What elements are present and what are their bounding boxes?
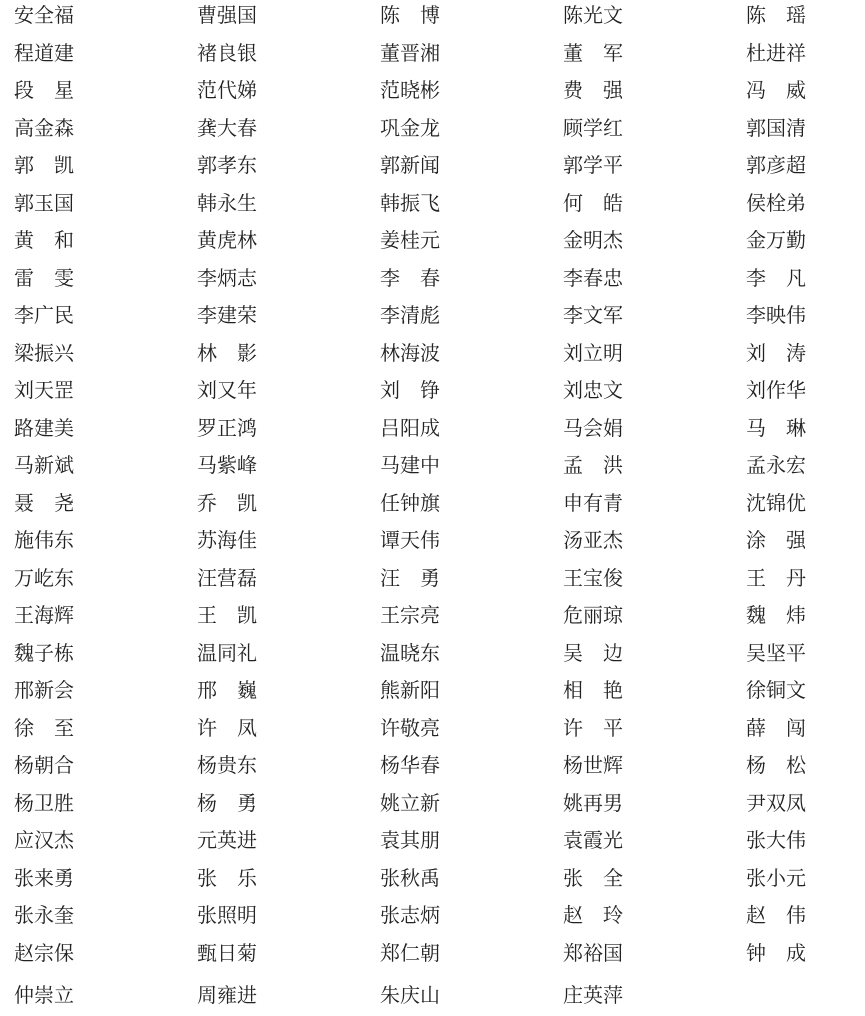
name-cell: 李建荣 — [197, 303, 257, 327]
name-cell: 李映伟 — [746, 303, 806, 327]
name-cell: 李文军 — [563, 303, 623, 327]
name-cell: 刘又年 — [197, 378, 257, 402]
name-cell: 汤亚杰 — [563, 528, 623, 552]
name-cell: 姜桂元 — [380, 228, 440, 252]
name-row — [0, 600, 865, 630]
name-cell: 吕阳成 — [380, 415, 440, 440]
name-cell: 陈 博 — [380, 3, 440, 27]
name-cell: 褚良银 — [197, 40, 257, 65]
name-row — [0, 150, 865, 180]
name-cell: 郑仁朝 — [380, 940, 440, 965]
name-cell: 马紫峰 — [197, 453, 257, 477]
name-cell: 温同礼 — [197, 640, 257, 665]
name-cell: 赵宗保 — [14, 940, 74, 965]
name-cell: 李广民 — [14, 303, 74, 327]
name-cell: 汪 勇 — [380, 565, 440, 590]
name-cell: 刘作华 — [746, 378, 806, 402]
name-cell: 姚立新 — [380, 790, 440, 815]
name-cell: 张来勇 — [14, 865, 74, 890]
name-cell: 龚大春 — [197, 115, 257, 140]
name-row — [0, 0, 865, 30]
name-cell: 王海辉 — [14, 603, 74, 627]
name-cell: 谭天伟 — [380, 528, 440, 552]
name-row — [0, 225, 865, 255]
name-cell: 李 凡 — [746, 265, 806, 290]
name-cell: 张志炳 — [380, 903, 440, 927]
name-cell: 涂 强 — [746, 528, 806, 552]
name-cell: 程道建 — [14, 40, 74, 65]
name-cell: 费 强 — [563, 78, 623, 102]
name-cell: 郭彦超 — [746, 153, 806, 177]
name-cell: 仲崇立 — [14, 983, 74, 1007]
name-cell: 李清彪 — [380, 303, 440, 327]
name-cell: 董晋湘 — [380, 40, 440, 65]
name-cell: 巩金龙 — [380, 115, 440, 140]
name-cell: 韩永生 — [197, 190, 257, 215]
name-row — [0, 113, 865, 143]
name-cell: 王宗亮 — [380, 603, 440, 627]
name-cell: 姚再男 — [563, 790, 623, 815]
name-cell: 杨华春 — [380, 753, 440, 777]
name-cell: 张永奎 — [14, 903, 74, 927]
name-cell: 尹双凤 — [746, 790, 806, 815]
name-cell: 许 平 — [563, 715, 623, 740]
name-cell: 段 星 — [14, 78, 74, 102]
name-cell: 施伟东 — [14, 528, 74, 552]
name-cell: 高金森 — [14, 115, 74, 140]
name-cell: 林海波 — [380, 340, 440, 365]
name-cell: 杨 松 — [746, 753, 806, 777]
name-cell: 袁其朋 — [380, 828, 440, 852]
name-cell: 杨世辉 — [563, 753, 623, 777]
name-cell: 林 影 — [197, 340, 257, 365]
name-cell: 应汉杰 — [14, 828, 74, 852]
name-cell: 吴 边 — [563, 640, 623, 665]
name-cell: 相 艳 — [563, 678, 623, 702]
name-cell: 杜进祥 — [746, 40, 806, 65]
name-cell: 庄英萍 — [563, 983, 623, 1007]
name-row — [0, 413, 865, 443]
name-cell: 范代娣 — [197, 78, 257, 102]
name-cell: 马 琳 — [746, 415, 806, 440]
name-cell: 金万勤 — [746, 228, 806, 252]
name-cell: 李 春 — [380, 265, 440, 290]
name-cell: 徐铜文 — [746, 678, 806, 702]
name-cell: 侯栓弟 — [746, 190, 806, 215]
name-cell: 黄 和 — [14, 228, 74, 252]
name-cell: 孟永宏 — [746, 453, 806, 477]
name-cell: 钟 成 — [746, 940, 806, 965]
name-cell: 杨朝合 — [14, 753, 74, 777]
name-cell: 刘 铮 — [380, 378, 440, 402]
name-row — [0, 675, 865, 705]
name-cell: 刘天罡 — [14, 378, 74, 402]
name-cell: 沈锦优 — [746, 490, 806, 515]
name-row — [0, 338, 865, 368]
name-cell: 冯 威 — [746, 78, 806, 102]
name-row — [0, 750, 865, 780]
name-cell: 任钟旗 — [380, 490, 440, 515]
name-cell: 元英进 — [197, 828, 257, 852]
name-cell: 范晓彬 — [380, 78, 440, 102]
name-cell: 温晓东 — [380, 640, 440, 665]
name-row — [0, 938, 865, 968]
name-cell: 何 皓 — [563, 190, 623, 215]
name-cell: 赵 玲 — [563, 903, 623, 927]
name-cell: 吴坚平 — [746, 640, 806, 665]
name-cell: 薛 闯 — [746, 715, 806, 740]
name-row — [0, 980, 865, 1010]
name-cell: 马建中 — [380, 453, 440, 477]
name-cell: 孟 洪 — [563, 453, 623, 477]
name-cell: 张小元 — [746, 865, 806, 890]
name-cell: 马会娟 — [563, 415, 623, 440]
name-cell: 汪营磊 — [197, 565, 257, 590]
name-cell: 安全福 — [14, 3, 74, 27]
name-cell: 李春忠 — [563, 265, 623, 290]
name-cell: 雷 雯 — [14, 265, 74, 290]
name-cell: 王 凯 — [197, 603, 257, 627]
name-cell: 董 军 — [563, 40, 623, 65]
name-cell: 熊新阳 — [380, 678, 440, 702]
name-cell: 黄虎林 — [197, 228, 257, 252]
name-cell: 路建美 — [14, 415, 74, 440]
name-cell: 郑裕国 — [563, 940, 623, 965]
name-cell: 邢新会 — [14, 678, 74, 702]
name-cell: 杨卫胜 — [14, 790, 74, 815]
name-cell: 郭孝东 — [197, 153, 257, 177]
name-row — [0, 638, 865, 668]
name-cell: 郭国清 — [746, 115, 806, 140]
name-cell: 郭学平 — [563, 153, 623, 177]
name-cell: 万屹东 — [14, 565, 74, 590]
name-row — [0, 563, 865, 593]
name-cell: 韩振飞 — [380, 190, 440, 215]
name-cell: 危丽琼 — [563, 603, 623, 627]
name-cell: 罗正鸿 — [197, 415, 257, 440]
name-cell: 聂 尧 — [14, 490, 74, 515]
name-cell: 许敬亮 — [380, 715, 440, 740]
name-row — [0, 75, 865, 105]
name-cell: 刘立明 — [563, 340, 623, 365]
name-cell: 魏子栋 — [14, 640, 74, 665]
name-cell: 苏海佳 — [197, 528, 257, 552]
name-row — [0, 188, 865, 218]
name-cell: 郭 凯 — [14, 153, 74, 177]
name-cell: 许 凤 — [197, 715, 257, 740]
name-row — [0, 38, 865, 68]
name-row — [0, 863, 865, 893]
name-cell: 张照明 — [197, 903, 257, 927]
name-row — [0, 825, 865, 855]
name-cell: 郭新闻 — [380, 153, 440, 177]
name-cell: 徐 至 — [14, 715, 74, 740]
name-cell: 甄日菊 — [197, 940, 257, 965]
name-cell: 曹强国 — [197, 3, 257, 27]
name-cell: 周雍进 — [197, 983, 257, 1007]
name-row — [0, 900, 865, 930]
name-cell: 王宝俊 — [563, 565, 623, 590]
name-cell: 杨贵东 — [197, 753, 257, 777]
name-cell: 杨 勇 — [197, 790, 257, 815]
name-cell: 张 乐 — [197, 865, 257, 890]
name-cell: 申有青 — [563, 490, 623, 515]
name-cell: 朱庆山 — [380, 983, 440, 1007]
name-row — [0, 713, 865, 743]
name-cell: 袁霞光 — [563, 828, 623, 852]
name-row — [0, 525, 865, 555]
name-cell: 梁振兴 — [14, 340, 74, 365]
name-cell: 郭玉国 — [14, 190, 74, 215]
name-row — [0, 488, 865, 518]
name-cell: 张 全 — [563, 865, 623, 890]
name-cell: 陈光文 — [563, 3, 623, 27]
name-row — [0, 300, 865, 330]
name-cell: 张大伟 — [746, 828, 806, 852]
name-row — [0, 375, 865, 405]
name-cell: 刘忠文 — [563, 378, 623, 402]
name-cell: 邢 巍 — [197, 678, 257, 702]
name-cell: 魏 炜 — [746, 603, 806, 627]
name-cell: 张秋禹 — [380, 865, 440, 890]
name-row — [0, 788, 865, 818]
name-cell: 刘 涛 — [746, 340, 806, 365]
name-cell: 金明杰 — [563, 228, 623, 252]
name-cell: 陈 瑶 — [746, 3, 806, 27]
name-cell: 顾学红 — [563, 115, 623, 140]
name-cell: 李炳志 — [197, 265, 257, 290]
name-cell: 马新斌 — [14, 453, 74, 477]
name-row — [0, 450, 865, 480]
name-cell: 赵 伟 — [746, 903, 806, 927]
name-row — [0, 263, 865, 293]
name-cell: 乔 凯 — [197, 490, 257, 515]
name-cell: 王 丹 — [746, 565, 806, 590]
